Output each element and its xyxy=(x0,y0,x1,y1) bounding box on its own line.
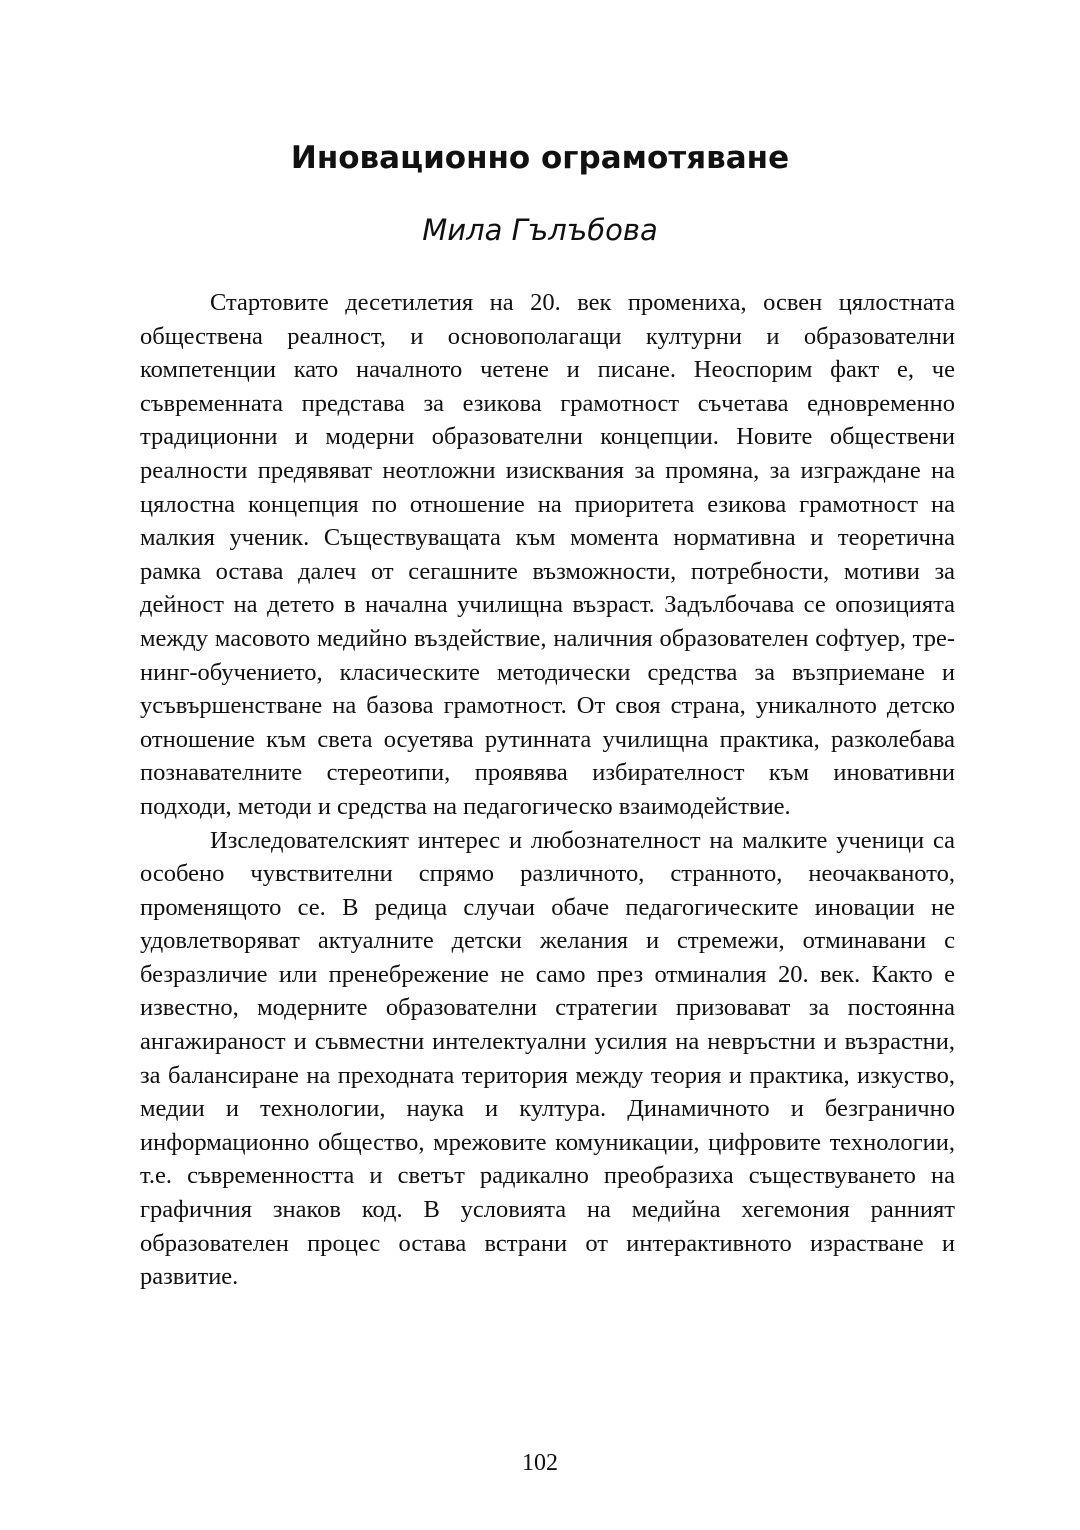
article-author: Мила Гълъбова xyxy=(422,213,658,247)
body-paragraph-2: Изследователският интерес и любознателност на малките ученици са особено чувствителни спрямо различното, странното, неочакваното, променящото се. В редица случаи обаче педагогическите иновации не удовлетворяват актуалните детски желания и стремежи, отминавани с безразличие или пренебрежение не само през отминалия 20. век. Както е известно, модерните образователни стратегии призовават за постоянна ангажираност и съвместни интелектуални усилия на невръстни и възрастни, за балансиране на преходната територия между теория и практика, изкуство, медии и технологии, наука и култура. Динамичното и безгранично информационно общество, мрежовите комуникации, цифровите технологии, т.е. съвременността и светът радикално преобразиха съществуването на графичния знаков код. В условията на медийна хегемония ранният образователен процес остава встрани от интерактивното израстване и развитие. xyxy=(140,826,955,1291)
page-number: 102 xyxy=(522,1450,558,1476)
article-body xyxy=(140,286,955,1294)
article-title: Иновационно ограмотяване xyxy=(290,140,790,176)
body-paragraph-1: Стартовите десетилетия на 20. век промениха, освен цялостната обществена реалност, и основополагащи културни и образователни компетенции като началното четене и писане. Неоспорим факт е, че съвременната представа за езикова грамотност съчетава едновременно традиционни и модерни образователни концепции. Новите обществени реалности предявяват неотложни изисквания за промяна, за изграждане на цялостна концепция по отношение на приоритета езикова грамотност на малкия ученик. Съществуващата към момента нормативна и теоретична рамка остава далеч от сегашните възможности, потребности, мотиви за дейност на детето в начална училищна възраст. Задълбочава се опозицията между масовото медийно въздействие, наличния образователен софтуер, тренинг-обучението, класическите методически средства за възприемане и усъвършенстване на базова грамотност. От своя страна, уникалното детско отношение към света осуетява рутинната училищна практика, разколебава познавателните стереотипи, проявява избирателност към иновативни подходи, методи и средства на педагогическо взаимодействие. xyxy=(140,289,955,820)
